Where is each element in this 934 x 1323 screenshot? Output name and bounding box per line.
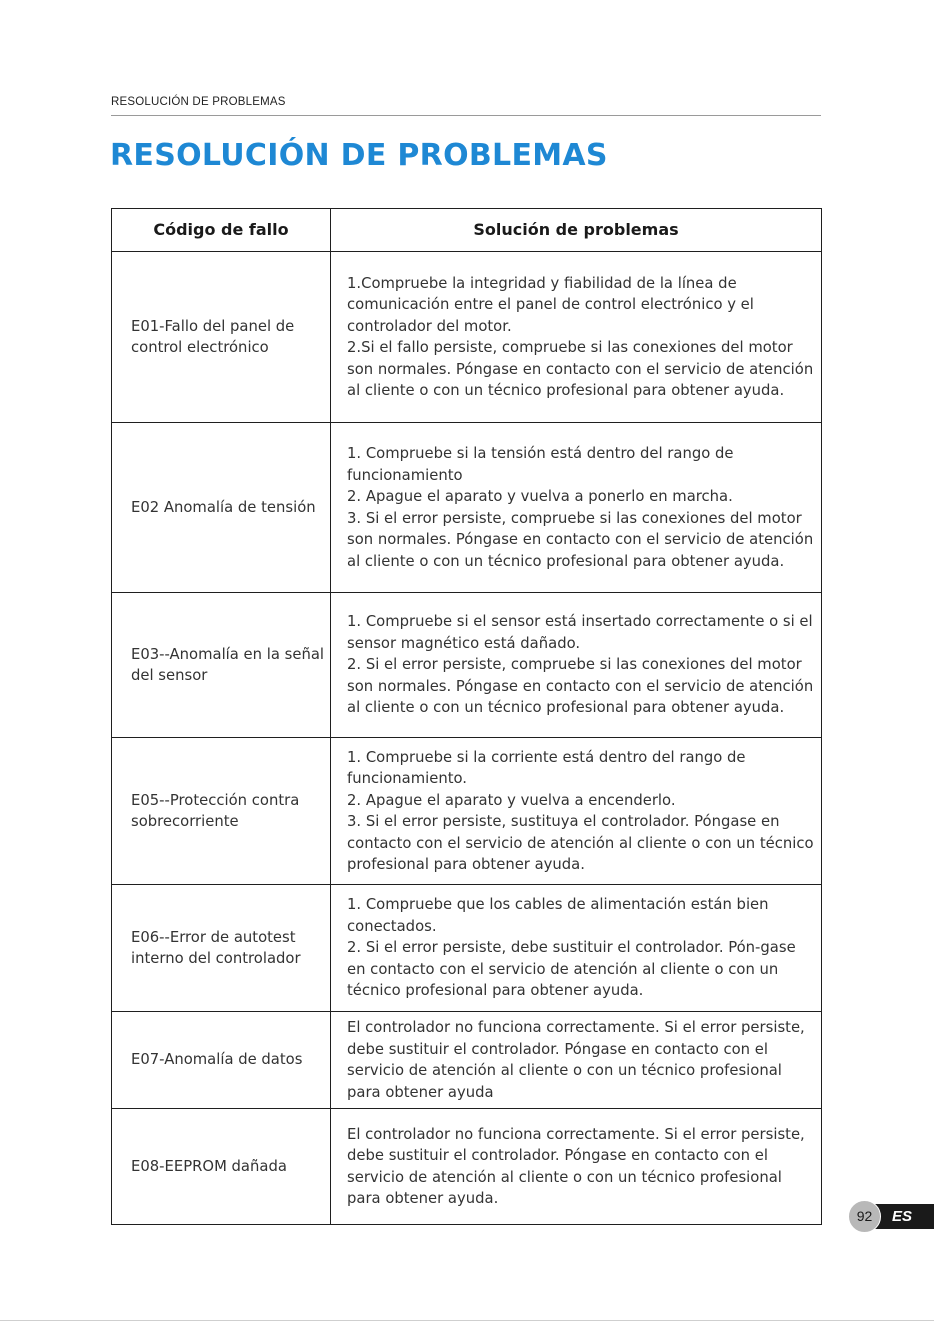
table-row bbox=[112, 1012, 822, 1109]
solution-step: 3. Si el error persiste, sustituya el controlador. Póngase en contacto con el servicio de atención al cliente o con un técnico profesional para obtener ayuda. bbox=[347, 813, 814, 873]
page-badge bbox=[848, 1200, 934, 1233]
solution-step: 2. Si el error persiste, compruebe si las conexiones del motor son normales. Póngase en contacto con el servicio de atención al cliente o con un técnico profesional para obtener ayuda. bbox=[347, 656, 814, 717]
column-header-fault-code: Código de fallo bbox=[112, 209, 331, 252]
solution-cell bbox=[331, 885, 822, 1012]
solution-step: 1. Compruebe si la corriente está dentro del rango de funcionamiento. bbox=[347, 748, 746, 787]
fault-code-cell: E08-EEPROM dañada bbox=[112, 1109, 331, 1225]
table-row bbox=[112, 423, 822, 593]
solution-step: El controlador no funciona correctamente. Si el error persiste, debe sustituir el controlador. Póngase en contacto con el servicio de atención al cliente o con un técnico profesional para obtener ayuda bbox=[347, 1019, 805, 1101]
fault-code-cell: E01-Fallo del panel de control electrónico bbox=[112, 252, 331, 423]
table-row bbox=[112, 738, 822, 885]
solution-cell bbox=[331, 738, 822, 885]
fault-code-cell: E02 Anomalía de tensión bbox=[112, 423, 331, 593]
solution-step: 2. Apague el aparato y vuelva a encenderlo. bbox=[347, 791, 676, 809]
language-code: ES bbox=[892, 1208, 913, 1225]
solution-cell bbox=[331, 423, 822, 593]
fault-code-cell: E06--Error de autotest interno del controlador bbox=[112, 885, 331, 1012]
table-row bbox=[112, 252, 822, 423]
solution-step: 1. Compruebe que los cables de alimentación están bien conectados. bbox=[347, 896, 769, 935]
solution-step: 2. Apague el aparato y vuelva a ponerlo en marcha. bbox=[347, 488, 733, 505]
fault-code-cell: E05--Protección contra sobrecorriente bbox=[112, 738, 331, 885]
solution-cell bbox=[331, 1012, 822, 1109]
table-row bbox=[112, 885, 822, 1012]
solution-step: El controlador no funciona correctamente. Si el error persiste, debe sustituir el controlador. Póngase en contacto con el servicio de atención al cliente o con un técnico profesional para obtener ayuda. bbox=[347, 1125, 805, 1207]
table-header-row bbox=[112, 209, 822, 252]
solution-step: 1. Compruebe si el sensor está insertado correctamente o si el sensor magnético está dañado. bbox=[347, 613, 813, 652]
solution-step: 3. Si el error persiste, compruebe si las conexiones del motor son normales. Póngase en contacto con el servicio de atención al cliente o con un técnico profesional para obtener ayuda. bbox=[347, 509, 814, 570]
solution-cell bbox=[331, 252, 822, 423]
page-title: RESOLUCIÓN DE PROBLEMAS bbox=[110, 138, 608, 173]
solution-step: 1.Compruebe la integridad y fiabilidad de la línea de comunicación entre el panel de control electrónico y el controlador del motor. bbox=[347, 274, 754, 335]
solution-step: 1. Compruebe si la tensión está dentro del rango de funcionamiento bbox=[347, 445, 734, 484]
solution-cell bbox=[331, 593, 822, 738]
fault-code-cell: E07-Anomalía de datos bbox=[112, 1012, 331, 1109]
table-row bbox=[112, 1109, 822, 1225]
solution-step: 2. Si el error persiste, debe sustituir el controlador. Pón-gase en contacto con el servicio de atención al cliente o con un técnico profesional para obtener ayuda. bbox=[347, 939, 796, 1000]
table-row bbox=[112, 593, 822, 738]
troubleshooting-table bbox=[111, 208, 822, 1225]
solution-step: 2.Si el fallo persiste, compruebe si las conexiones del motor son normales. Póngase en contacto con el servicio de atención al cliente o con un técnico profesional para obtener ayuda. bbox=[347, 339, 814, 399]
page-bottom-edge bbox=[0, 1320, 934, 1321]
fault-code-cell: E03--Anomalía en la señal del sensor bbox=[112, 593, 331, 738]
page-number: 92 bbox=[848, 1200, 881, 1233]
header-divider bbox=[111, 115, 821, 116]
running-header: RESOLUCIÓN DE PROBLEMAS bbox=[111, 96, 286, 108]
column-header-solution: Solución de problemas bbox=[331, 209, 822, 252]
solution-cell bbox=[331, 1109, 822, 1225]
